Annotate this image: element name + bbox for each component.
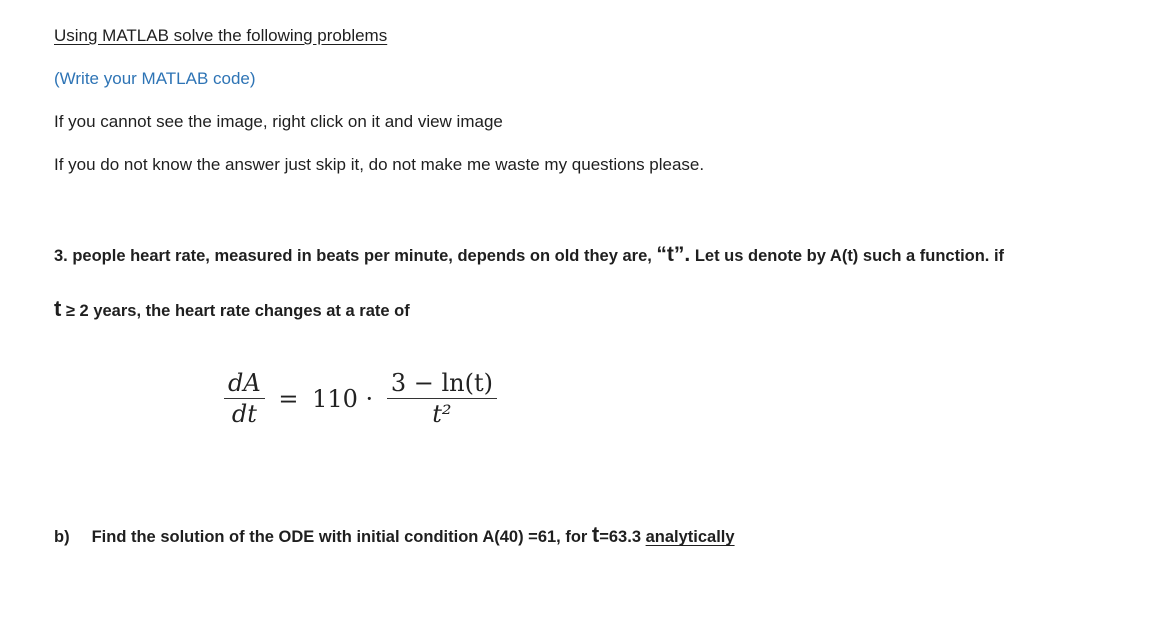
problem-statement-line1 bbox=[54, 243, 1004, 267]
problem-text-b: Let us denote by A(t) such a function. if bbox=[690, 247, 1005, 265]
problem-variable-t: t bbox=[54, 296, 62, 321]
problem-text-a: 3. people heart rate, measured in beats per minute, depends on old they are, bbox=[54, 247, 657, 265]
part-b-method: analytically bbox=[645, 528, 735, 546]
rhs-numerator: 3 − ln(t) bbox=[387, 368, 497, 399]
equals-sign: = bbox=[278, 384, 299, 413]
lhs-denominator: dt bbox=[231, 400, 257, 428]
problem-statement-line2 bbox=[54, 296, 410, 322]
problem-condition-text: ≥ 2 years, the heart rate changes at a rate of bbox=[61, 302, 410, 320]
subtitle: (Write your MATLAB code) bbox=[54, 69, 256, 88]
part-b-label: b) bbox=[54, 528, 70, 546]
rhs-denominator: t² bbox=[432, 400, 452, 428]
rhs-fraction bbox=[387, 368, 497, 429]
part-b-value: =63.3 bbox=[599, 528, 646, 546]
lhs-fraction bbox=[224, 368, 265, 429]
coefficient: 110 · bbox=[312, 384, 374, 413]
part-b-question bbox=[54, 522, 735, 548]
note-skip: If you do not know the answer just skip it, do not make me waste my questions please. bbox=[54, 155, 705, 174]
part-b-variable-t: t bbox=[591, 522, 600, 547]
page-title: Using MATLAB solve the following problems bbox=[54, 26, 388, 45]
part-b-text: Find the solution of the ODE with initial condition A(40) =61, for bbox=[91, 528, 592, 546]
note-view-image: If you cannot see the image, right click on it and view image bbox=[54, 112, 503, 131]
differential-equation bbox=[224, 368, 497, 429]
lhs-numerator: dA bbox=[224, 368, 265, 399]
problem-variable-quote: “t”. bbox=[656, 243, 691, 266]
